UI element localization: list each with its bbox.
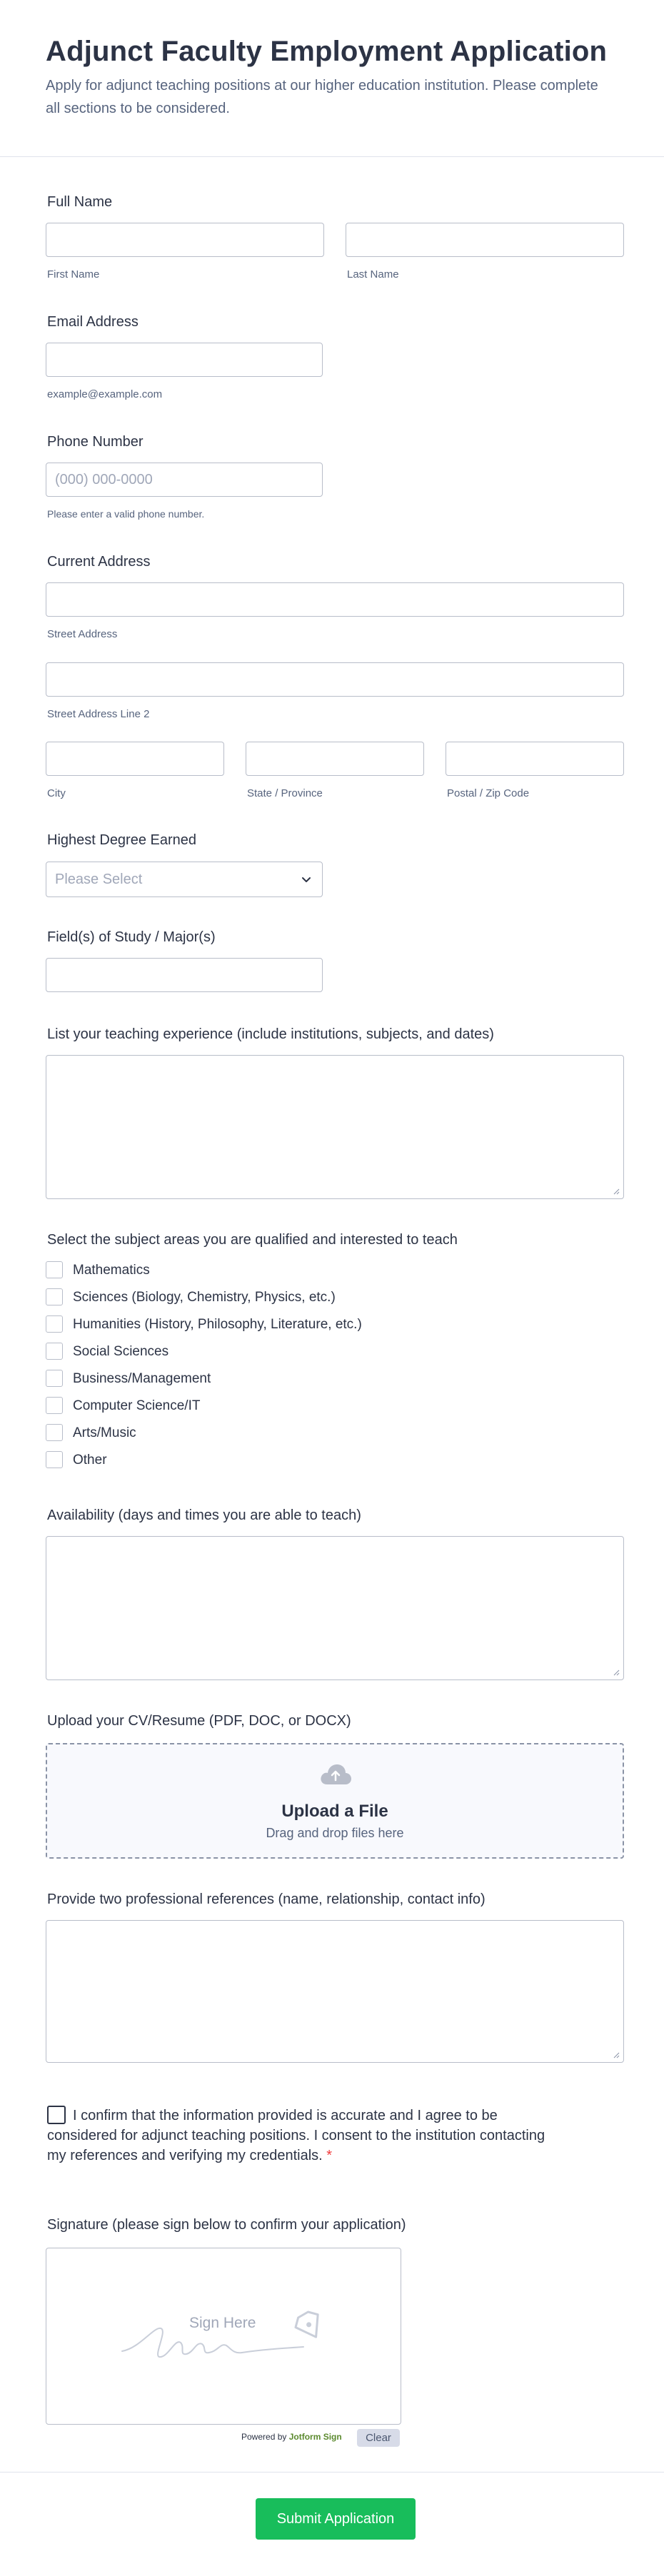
city-input[interactable]: [46, 742, 224, 776]
availability-label: Availability (days and times you are able to teach): [47, 1507, 361, 1523]
first-name-sublabel: First Name: [47, 268, 100, 281]
postal-code-input[interactable]: [446, 742, 624, 776]
upload-title: Upload a File: [281, 1802, 388, 1821]
page-subtitle: Apply for adjunct teaching positions at our higher education institution. Please complete all sections to be considered.: [46, 78, 598, 116]
consent-text: I confirm that the information provided is accurate and I agree to be considered for adjunct teaching positions. I consent to the institution contacting my references and verifying my credentials.: [47, 2108, 545, 2163]
footer-divider: [0, 2472, 664, 2473]
street-address-input[interactable]: [46, 582, 624, 617]
field-of-study-input[interactable]: [46, 958, 323, 992]
checkbox-label: Humanities (History, Philosophy, Literature, etc.): [73, 1317, 362, 1332]
powered-by: [241, 2432, 342, 2442]
signature-pad[interactable]: [46, 2248, 401, 2425]
checkbox-label: Sciences (Biology, Chemistry, Physics, etc.): [73, 1290, 336, 1305]
city-sublabel: City: [47, 787, 66, 799]
street-address-sublabel: Street Address: [47, 628, 118, 640]
resize-grip-icon[interactable]: [613, 2051, 620, 2059]
postal-code-sublabel: Postal / Zip Code: [447, 787, 530, 799]
signature-scribble-icon: [46, 2248, 402, 2425]
degree-select[interactable]: [46, 862, 323, 897]
last-name-sublabel: Last Name: [347, 268, 399, 281]
checkbox-label: Other: [73, 1453, 107, 1468]
checkbox[interactable]: [46, 1315, 63, 1333]
upload-label: Upload your CV/Resume (PDF, DOC, or DOCX): [47, 1713, 351, 1729]
degree-label: Highest Degree Earned: [47, 832, 197, 848]
page-title: Adjunct Faculty Employment Application: [46, 36, 608, 67]
pen-icon: [292, 2308, 327, 2343]
checkbox-label: Mathematics: [73, 1263, 150, 1278]
resize-grip-icon[interactable]: [613, 1188, 620, 1195]
email-sublabel: example@example.com: [47, 388, 163, 400]
resize-grip-icon[interactable]: [613, 1669, 620, 1676]
teaching-experience-textarea[interactable]: [46, 1055, 624, 1199]
brand-name: Jotform Sign: [288, 2432, 342, 2442]
checkbox[interactable]: [46, 1343, 63, 1360]
first-name-input[interactable]: [46, 223, 324, 257]
last-name-input[interactable]: [346, 223, 624, 257]
required-mark: *: [326, 2148, 333, 2163]
signature-placeholder: Sign Here: [189, 2315, 256, 2331]
email-label: Email Address: [47, 314, 139, 330]
full-name-label: Full Name: [47, 194, 113, 210]
teaching-experience-label: List your teaching experience (include institutions, subjects, and dates): [47, 1026, 494, 1042]
street-address-line2-input[interactable]: [46, 662, 624, 697]
checkbox[interactable]: [46, 1370, 63, 1387]
checkbox[interactable]: [46, 1397, 63, 1414]
submit-button[interactable]: Submit Application: [256, 2498, 416, 2540]
checkbox-label: Social Sciences: [73, 1344, 169, 1359]
checkbox-label: Arts/Music: [73, 1425, 136, 1440]
file-upload-dropzone[interactable]: [46, 1743, 624, 1859]
signature-label: Signature (please sign below to confirm your application): [47, 2217, 406, 2233]
references-textarea[interactable]: [46, 1920, 624, 2063]
checkbox[interactable]: [46, 1261, 63, 1278]
cloud-upload-icon: [318, 1760, 353, 1789]
address-label: Current Address: [47, 554, 151, 570]
checkbox[interactable]: [46, 1288, 63, 1305]
form-header: [0, 0, 664, 157]
checkbox-label: Business/Management: [73, 1371, 211, 1386]
subjects-label: Select the subject areas you are qualified and interested to teach: [47, 1232, 458, 1248]
checkbox-label: Computer Science/IT: [73, 1398, 201, 1413]
checkbox[interactable]: [46, 1424, 63, 1441]
chevron-down-icon: [299, 872, 313, 887]
checkbox[interactable]: [46, 1451, 63, 1468]
phone-label: Phone Number: [47, 434, 144, 450]
availability-textarea[interactable]: [46, 1536, 624, 1680]
street-address-line2-sublabel: Street Address Line 2: [47, 708, 150, 720]
state-input[interactable]: [246, 742, 424, 776]
field-of-study-label: Field(s) of Study / Major(s): [47, 929, 216, 945]
phone-sublabel: Please enter a valid phone number.: [47, 508, 205, 520]
degree-select-value: Please Select: [55, 872, 143, 887]
upload-subtitle: Drag and drop files here: [266, 1826, 404, 1840]
consent-label: [47, 2106, 547, 2166]
clear-signature-button[interactable]: Clear: [357, 2429, 400, 2447]
state-sublabel: State / Province: [247, 787, 323, 799]
powered-by-text: Powered by: [241, 2432, 287, 2442]
email-input[interactable]: [46, 343, 323, 377]
phone-input[interactable]: [46, 463, 323, 497]
references-label: Provide two professional references (name, relationship, contact info): [47, 1891, 486, 1907]
